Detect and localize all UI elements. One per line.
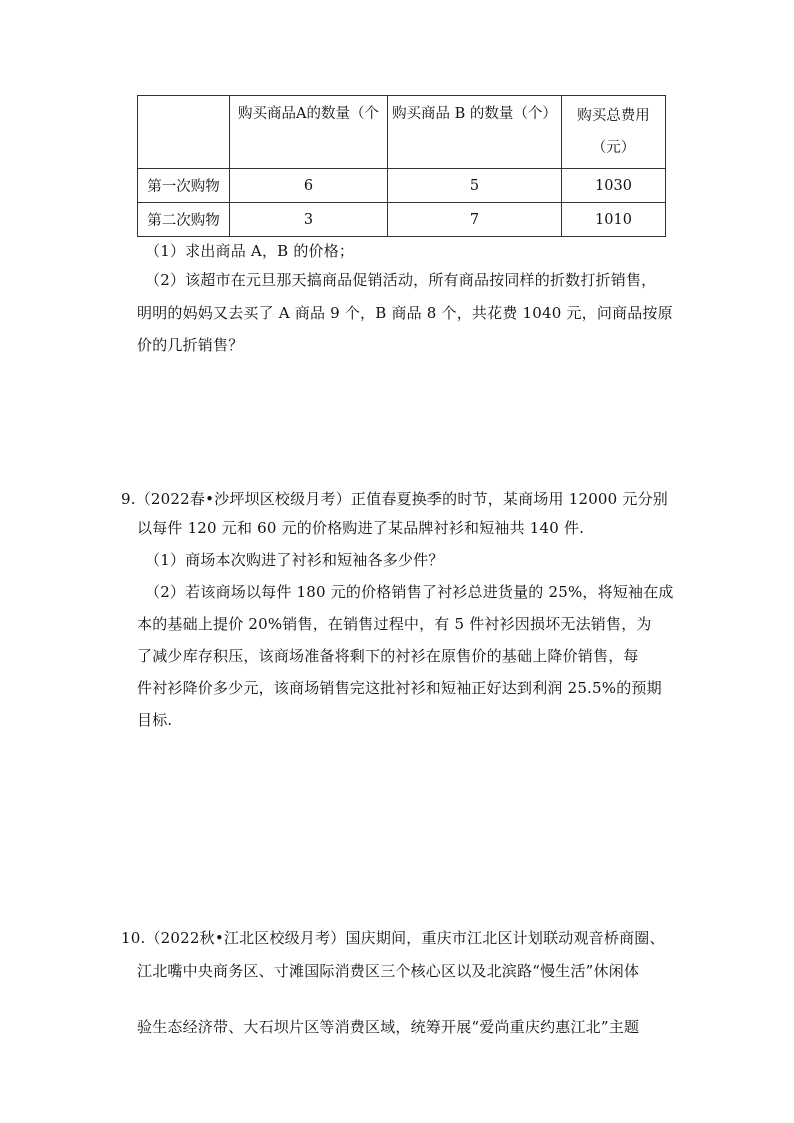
purchase-table	[137, 95, 666, 237]
q10-line1: 10.（2022秋•江北区校级月考）国庆期间，重庆市江北区计划联动观音桥商圈、	[121, 929, 665, 947]
q10-line2: 江北嘴中央商务区、寸滩国际消费区三个核心区以及北滨路“慢生活”休闲体	[137, 962, 640, 980]
q9-line2: 以每件 120 元和 60 元的价格购进了某品牌衬衫和短袖共 140 件.	[137, 519, 585, 537]
table-header-a-quantity: 购买商品A的数量（个	[230, 96, 388, 169]
row-a-quantity: 3	[230, 203, 388, 237]
table-row	[138, 203, 666, 237]
q9-part2-line4: 件衬衫降价多少元，该商场销售完这批衬衫和短袖正好达到利润 25.5%的预期	[137, 679, 662, 697]
table-header-empty	[138, 96, 230, 169]
q8-part1: （1）求出商品 A，B 的价格；	[145, 242, 355, 260]
q8-part2-line2: 明明的妈妈又去买了 A 商品 9 个，B 商品 8 个，共花费 1040 元，问商品按原	[137, 304, 673, 322]
row-label: 第二次购物	[138, 203, 230, 237]
q9-part2-line5: 目标.	[137, 711, 173, 729]
row-label: 第一次购物	[138, 169, 230, 203]
q8-part2-line3: 价的几折销售？	[137, 336, 244, 354]
table-header-row	[138, 96, 666, 169]
row-a-quantity: 6	[230, 169, 388, 203]
row-total: 1030	[562, 169, 666, 203]
row-b-quantity: 7	[388, 203, 562, 237]
table-row	[138, 169, 666, 203]
q10-line3: 验生态经济带、大石坝片区等消费区域，统筹开展“爱尚重庆约惠江北”主题	[137, 1018, 640, 1036]
q9-part2-line2: 本的基础上提价 20%销售，在销售过程中，有 5 件衬衫因损坏无法销售，为	[137, 615, 652, 633]
row-total: 1010	[562, 203, 666, 237]
row-b-quantity: 5	[388, 169, 562, 203]
q9-part1: （1）商场本次购进了衬衫和短袖各多少件？	[145, 551, 444, 569]
table-header-b-quantity: 购买商品 B 的数量（个）	[388, 96, 562, 169]
table-header-total-cost: 购买总费用 （元）	[562, 96, 666, 169]
q8-part2-line1: （2）该超市在元旦那天搞商品促销活动，所有商品按同样的折数打折销售，	[145, 271, 657, 289]
q9-line1: 9.（2022春•沙坪坝区校级月考）正值春夏换季的时节，某商场用 12000 元分别	[121, 490, 668, 508]
q9-part2-line1: （2）若该商场以每件 180 元的价格销售了衬衫总进货量的 25%，将短袖在成	[145, 583, 674, 601]
q9-part2-line3: 了减少库存积压，该商场准备将剩下的衬衫在原售价的基础上降价销售，每	[137, 647, 639, 665]
